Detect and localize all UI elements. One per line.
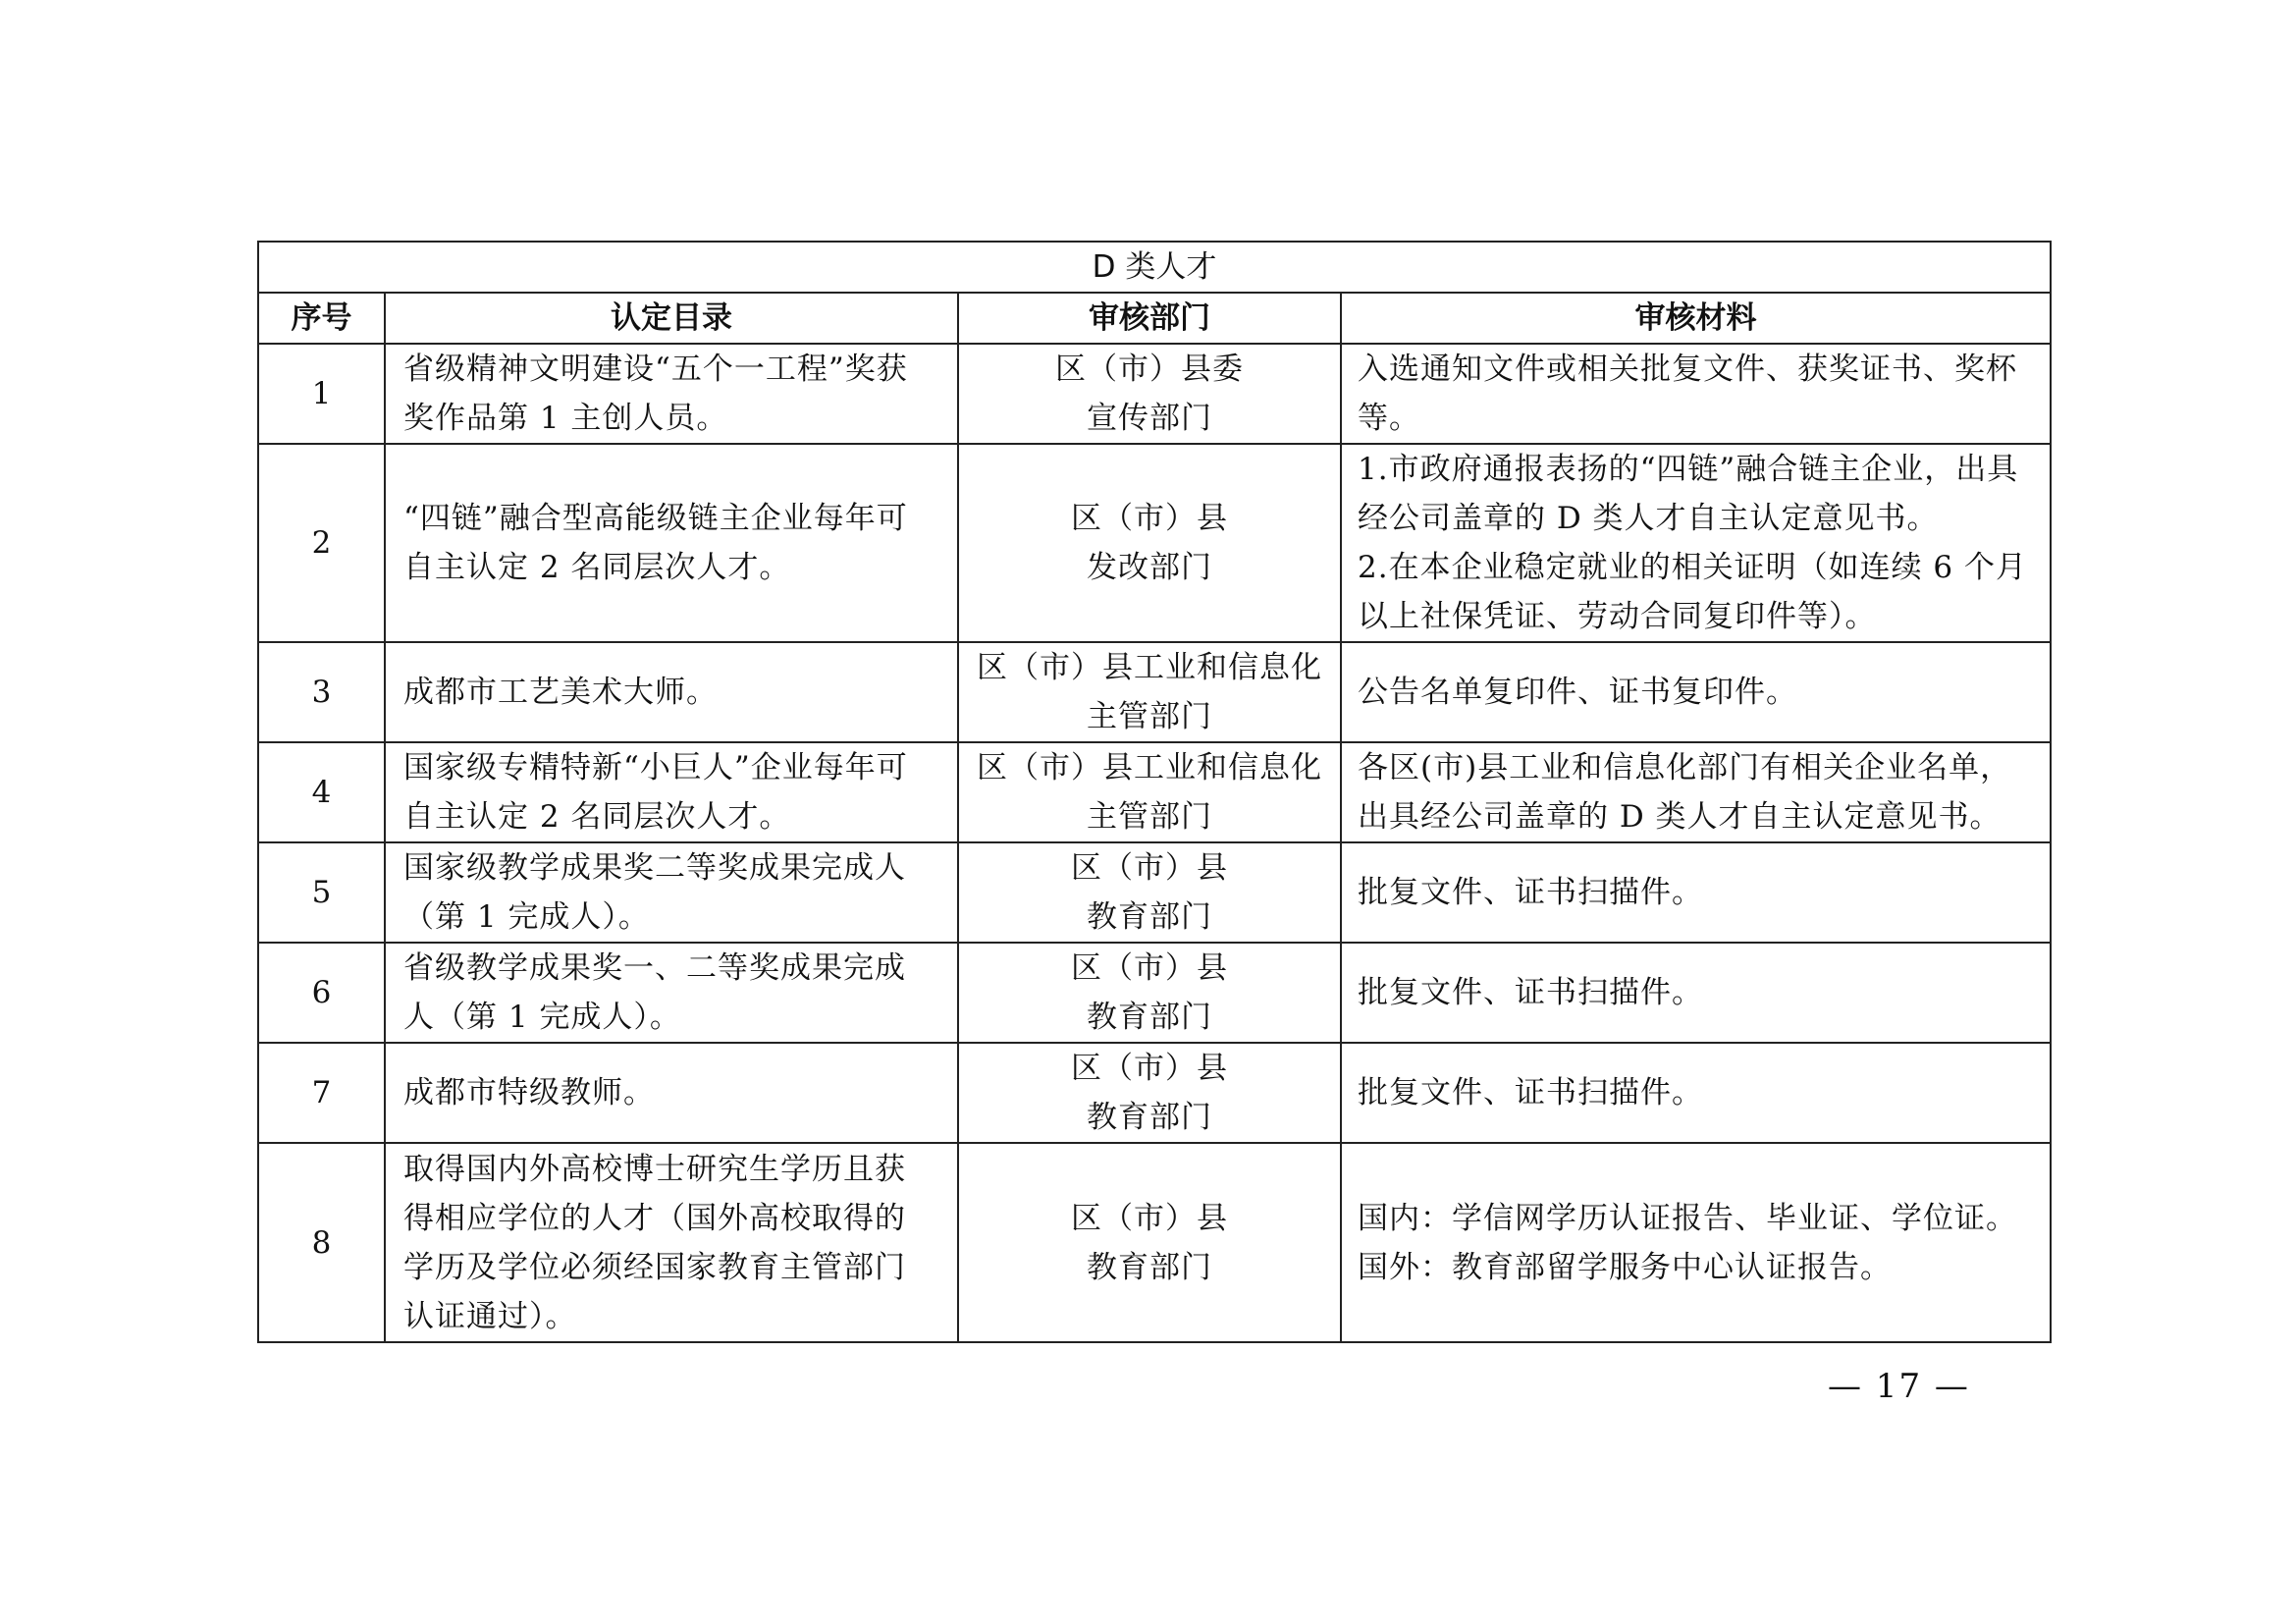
- review-materials-line: 2.在本企业稳定就业的相关证明（如连续 6 个月: [1358, 550, 2028, 585]
- review-department: [958, 642, 1341, 742]
- table-row: [258, 642, 2051, 742]
- review-department: [958, 1143, 1341, 1342]
- row-number: 8: [258, 1143, 385, 1342]
- row-number: 3: [258, 642, 385, 742]
- review-department: [958, 1043, 1341, 1143]
- review-materials-line: 等。: [1358, 401, 1420, 436]
- review-materials-line: 出具经公司盖章的 D 类人才自主认定意见书。: [1358, 799, 2002, 835]
- review-materials-line: 批复文件、证书扫描件。: [1358, 1075, 1703, 1110]
- recognition-item-line: 认证通过）。: [403, 1298, 577, 1334]
- recognition-item-line: 奖作品第 1 主创人员。: [403, 401, 728, 436]
- review-materials-line: 1.市政府通报表扬的“四链”融合链主企业，出具: [1358, 452, 2019, 487]
- review-department-line: 区（市）县工业和信息化: [977, 650, 1322, 685]
- table-row: [258, 344, 2051, 444]
- table-row: [258, 742, 2051, 842]
- review-materials-line: 经公司盖章的 D 类人才自主认定意见书。: [1358, 501, 1939, 536]
- table-row: [258, 943, 2051, 1043]
- review-materials: [1341, 444, 2051, 642]
- table-row: [258, 1143, 2051, 1342]
- row-number: 2: [258, 444, 385, 642]
- review-materials: [1341, 1043, 2051, 1143]
- review-materials-line: 批复文件、证书扫描件。: [1358, 975, 1703, 1010]
- row-number: 6: [258, 943, 385, 1043]
- recognition-item-line: 人（第 1 完成人）。: [403, 1000, 681, 1035]
- review-department-line: 教育部门: [1087, 1000, 1212, 1035]
- recognition-item-line: 国家级专精特新“小巨人”企业每年可: [403, 750, 908, 785]
- recognition-item-line: （第 1 完成人）。: [403, 899, 650, 935]
- recognition-item: [385, 842, 958, 943]
- review-department-line: 区（市）县: [1071, 1200, 1228, 1236]
- review-department-line: 教育部门: [1087, 1100, 1212, 1135]
- review-department-line: 区（市）县委: [1055, 352, 1244, 387]
- recognition-item: [385, 642, 958, 742]
- recognition-item-line: 学历及学位必须经国家教育主管部门: [403, 1249, 906, 1285]
- recognition-item-line: 取得国内外高校博士研究生学历且获: [403, 1151, 906, 1187]
- recognition-item-line: 自主认定 2 名同层次人才。: [403, 550, 791, 585]
- review-department-line: 教育部门: [1087, 1249, 1212, 1285]
- review-department-line: 区（市）县: [1071, 501, 1228, 536]
- review-department: [958, 444, 1341, 642]
- review-materials-line: 入选通知文件或相关批复文件、获奖证书、奖杯: [1358, 352, 2017, 387]
- review-materials: [1341, 742, 2051, 842]
- review-department: [958, 742, 1341, 842]
- row-number: 7: [258, 1043, 385, 1143]
- review-materials-line: 批复文件、证书扫描件。: [1358, 875, 1703, 910]
- recognition-item: [385, 943, 958, 1043]
- review-department-line: 区（市）县工业和信息化: [977, 750, 1322, 785]
- recognition-item: [385, 1043, 958, 1143]
- review-materials: [1341, 943, 2051, 1043]
- review-department: [958, 344, 1341, 444]
- table-row: [258, 444, 2051, 642]
- recognition-item-line: “四链”融合型高能级链主企业每年可: [403, 501, 908, 536]
- recognition-item-line: 得相应学位的人才（国外高校取得的: [403, 1200, 906, 1236]
- review-department-line: 主管部门: [1087, 799, 1212, 835]
- recognition-item: [385, 1143, 958, 1342]
- review-materials: [1341, 344, 2051, 444]
- recognition-item-line: 国家级教学成果奖二等奖成果完成人: [403, 850, 906, 886]
- talent-table: [257, 241, 2052, 1343]
- recognition-item-line: 成都市特级教师。: [403, 1075, 655, 1110]
- table-title-row: [258, 242, 2051, 293]
- review-department: [958, 943, 1341, 1043]
- recognition-item: [385, 742, 958, 842]
- review-materials: [1341, 642, 2051, 742]
- table-title: D 类人才: [258, 242, 2051, 293]
- recognition-item-line: 自主认定 2 名同层次人才。: [403, 799, 791, 835]
- review-department-line: 区（市）县: [1071, 950, 1228, 986]
- review-materials-line: 国外：教育部留学服务中心认证报告。: [1358, 1249, 1892, 1285]
- row-number: 4: [258, 742, 385, 842]
- review-department-line: 发改部门: [1087, 550, 1212, 585]
- recognition-item: [385, 444, 958, 642]
- header-materials: 审核材料: [1341, 293, 2051, 344]
- recognition-item: [385, 344, 958, 444]
- recognition-item-line: 成都市工艺美术大师。: [403, 675, 718, 710]
- table-row: [258, 1043, 2051, 1143]
- page-number: — 17 —: [1828, 1367, 1970, 1406]
- header-item: 认定目录: [385, 293, 958, 344]
- review-department-line: 主管部门: [1087, 699, 1212, 734]
- review-materials: [1341, 1143, 2051, 1342]
- row-number: 5: [258, 842, 385, 943]
- recognition-item-line: 省级教学成果奖一、二等奖成果完成: [403, 950, 906, 986]
- header-dept: 审核部门: [958, 293, 1341, 344]
- row-number: 1: [258, 344, 385, 444]
- review-materials: [1341, 842, 2051, 943]
- review-department-line: 区（市）县: [1071, 1051, 1228, 1086]
- review-department-line: 区（市）县: [1071, 850, 1228, 886]
- review-materials-line: 各区(市)县工业和信息化部门有相关企业名单，: [1358, 750, 2012, 785]
- recognition-item-line: 省级精神文明建设“五个一工程”奖获: [403, 352, 908, 387]
- review-department-line: 教育部门: [1087, 899, 1212, 935]
- table-row: [258, 842, 2051, 943]
- review-department-line: 宣传部门: [1087, 401, 1212, 436]
- review-materials-line: 国内：学信网学历认证报告、毕业证、学位证。: [1358, 1200, 2017, 1236]
- table-header-row: [258, 293, 2051, 344]
- review-materials-line: 公告名单复印件、证书复印件。: [1358, 675, 1797, 710]
- review-materials-line: 以上社保凭证、劳动合同复印件等）。: [1358, 599, 1877, 634]
- header-num: 序号: [258, 293, 385, 344]
- review-department: [958, 842, 1341, 943]
